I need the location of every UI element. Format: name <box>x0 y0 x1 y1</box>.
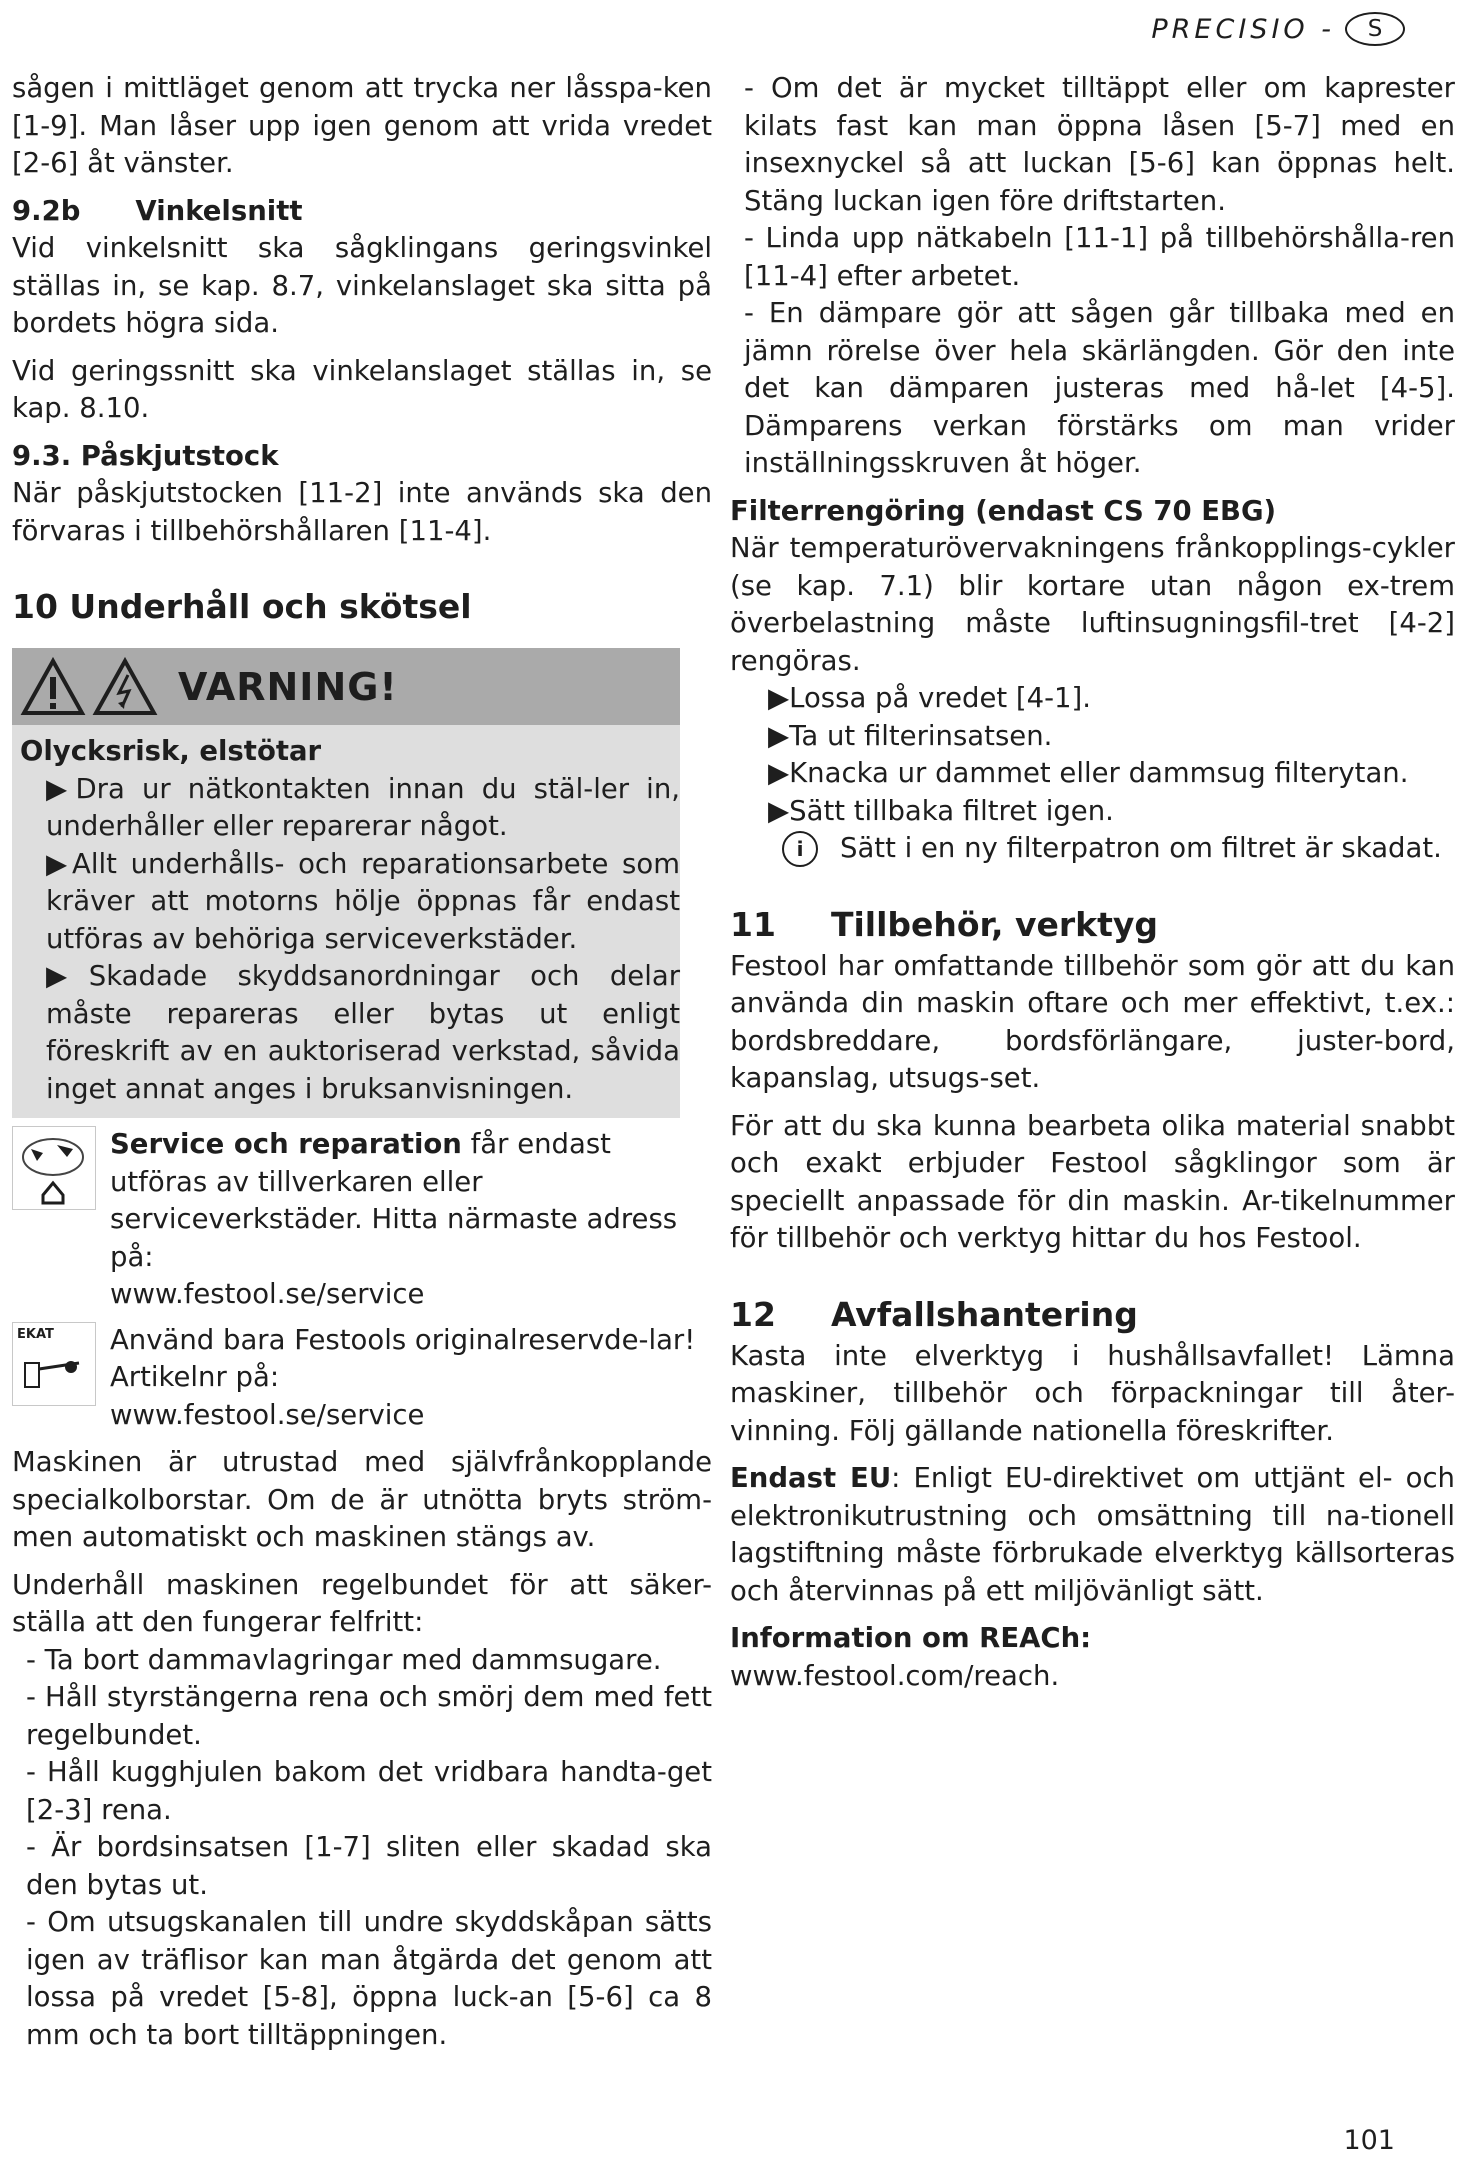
warning-header <box>12 648 680 725</box>
section-number: 11 <box>730 904 776 944</box>
warning-title: VARNING! <box>178 664 398 709</box>
section-title: Avfallshantering <box>830 1294 1138 1334</box>
warning-item: ▶Skadade skyddsanordningar och delar måste repareras eller bytas ut enligt föreskrift av en auktoriserad verkstad, såvida inget annat anges i bruksanvisningen. <box>46 960 680 1105</box>
maintenance-list <box>12 1642 712 2055</box>
eu-paragraph <box>730 1460 1455 1610</box>
section-heading-12 <box>730 1292 1455 1338</box>
list-item: - En dämpare gör att sågen går tillbaka med en jämn rörelse över hela skärlängden. Gör den inte det kan dämparen justeras med hå-let [4-5]. Dämparens verkan förstärks om man vrider inställningsskruven åt höger. <box>744 297 1455 479</box>
step-item: ▶Knacka ur dammet eller dammsug filterytan. <box>768 757 1409 789</box>
paragraph: sågen i mittläget genom att trycka ner låsspa-ken [1-9]. Man låser upp igen genom att vrida vredet [2-6] åt vänster. <box>12 72 712 179</box>
info-icon: i <box>782 831 818 867</box>
brand-name: PRECISIO - <box>1151 13 1335 45</box>
list-item: - Håll styrstängerna rena och smörj dem med fett regelbundet. <box>26 1681 712 1751</box>
warning-item: ▶Allt underhålls- och reparationsarbete som kräver att motorns hölje öppnas får endast utföras av behöriga serviceverkstäder. <box>46 847 680 955</box>
spare-parts-row <box>12 1322 712 1435</box>
list-item: - Håll kugghjulen bakom det vridbara handta-get [2-3] rena. <box>26 1756 712 1826</box>
list-item: - Är bordsinsatsen [1-7] sliten eller skadad ska den bytas ut. <box>26 1831 712 1901</box>
eu-bold: Endast EU <box>730 1462 892 1494</box>
step-item: ▶Lossa på vredet [4-1]. <box>768 682 1092 714</box>
filter-steps <box>730 680 1455 830</box>
warning-item: ▶Dra ur nätkontakten innan du stäl-ler in, underhåller eller reparerar något. <box>46 772 680 842</box>
eu-rest: : Enligt EU-direktivet om uttjänt el- och elektronikutrustning och omsättning till na-tionell lagstiftning måste förbrukade elverktyg källsorteras och återvinnas på ett miljövänligt sätt. <box>730 1462 1455 1607</box>
warning-body <box>12 725 680 1108</box>
service-row <box>12 1126 712 1314</box>
paragraph: Maskinen är utrustad med självfrånkopplande specialkolborstar. Om de är utnötta bryts ström-men automatiskt och maskinen stängs av. <box>12 1446 712 1553</box>
warning-subtitle: Olycksrisk, elstötar <box>20 735 322 767</box>
right-column <box>730 70 1455 1695</box>
electric-shock-icon <box>92 657 158 717</box>
left-column <box>12 70 712 2054</box>
ekat-label: EKAT <box>17 1326 54 1342</box>
section-heading-11 <box>730 902 1455 948</box>
spare-parts-text: Använd bara Festools originalreservde-lar! Artikelnr på: <box>110 1323 696 1393</box>
paragraph: När temperaturövervakningens frånkopplings-cykler (se kap. 7.1) blir kortare utan någon ex-trem överbelastning måste luftinsugningsfil-tret [4-2] rengöras. <box>730 532 1455 677</box>
page-number: 101 <box>1343 2125 1395 2156</box>
spare-parts-icon <box>12 1322 96 1406</box>
service-text <box>110 1126 712 1276</box>
reach-url[interactable]: www.festool.com/reach. <box>730 1659 1060 1692</box>
paragraph: Underhåll maskinen regelbundet för att säker-ställa att den fungerar felfritt: <box>12 1568 712 1638</box>
paragraph: När påskjutstocken [11-2] inte används ska den förvaras i tillbehörshållaren [11-4]. <box>12 477 712 547</box>
maintenance-list-continued <box>730 70 1455 483</box>
filter-heading: Filterrengöring (endast CS 70 EBG) <box>730 494 1277 527</box>
warning-box <box>12 648 680 1118</box>
section-number: 9.2b <box>12 194 81 227</box>
section-title: Tillbehör, verktyg <box>830 904 1159 944</box>
language-badge: S <box>1345 12 1405 46</box>
spare-parts-url[interactable]: www.festool.se/service <box>110 1398 425 1431</box>
section-number: 12 <box>730 1294 776 1334</box>
step-item: ▶Sätt tillbaka filtret igen. <box>768 794 1114 827</box>
paragraph: Vid geringssnitt ska vinkelanslaget ställas in, se kap. 8.10. <box>12 354 712 424</box>
service-bold: Service och reparation <box>110 1128 462 1160</box>
reach-heading: Information om REACh: <box>730 1622 1092 1654</box>
service-globe-icon <box>12 1126 96 1210</box>
list-item: - Om det är mycket tilltäppt eller om kaprester kilats fast kan man öppna låsen [5-7] med en insexnyckel så att luckan [5-6] kan öppnas helt. Stäng luckan igen före driftstarten. <box>744 72 1455 217</box>
service-url[interactable]: www.festool.se/service <box>110 1278 425 1310</box>
warning-triangle-icon <box>20 657 86 717</box>
info-note <box>730 830 1455 868</box>
service-rest: får endast utföras av tillverkaren eller serviceverkstäder. Hitta närmaste adress på: <box>110 1128 678 1273</box>
section-heading-9-3: 9.3. Påskjutstock <box>12 439 279 472</box>
step-item: ▶Ta ut filterinsatsen. <box>768 719 1053 752</box>
section-heading-10: 10 Underhåll och skötsel <box>12 587 472 626</box>
paragraph: Kasta inte elverktyg i hushållsavfallet! Lämna maskiner, tillbehör och förpackningar till åter-vinning. Följ gällande nationella föreskrifter. <box>730 1339 1455 1447</box>
section-heading-9-2b <box>12 193 712 231</box>
list-item: - Om utsugskanalen till undre skyddskåpan sätts igen av träflisor kan man åtgärda det genom att lossa på vredet [5-8], öppna luck-an [5-6] ca 8 mm och ta bort tilltäppningen. <box>26 1906 712 2051</box>
list-item: - Ta bort dammavlagringar med dammsugare. <box>26 1643 662 1676</box>
list-item: - Linda upp nätkabeln [11-1] på tillbehörshålla-ren [11-4] efter arbetet. <box>744 222 1455 292</box>
section-title: Vinkelsnitt <box>135 194 303 227</box>
paragraph: Vid vinkelsnitt ska sågklingans geringsvinkel ställas in, se kap. 8.7, vinkelanslaget ska sitta på bordets högra sida. <box>12 232 712 339</box>
paragraph: För att du ska kunna bearbeta olika material snabbt och exakt erbjuder Festool sågklingor som är speciellt anpassade för din maskin. Ar-tikelnummer för tillbehör och verktyg hittar du hos Festool. <box>730 1109 1455 1254</box>
page-header <box>1151 12 1405 46</box>
note-text: Sätt i en ny filterpatron om filtret är skadat. <box>840 832 1442 864</box>
paragraph: Festool har omfattande tillbehör som gör att du kan använda din maskin oftare och mer effektivt, t.ex.: bordsbreddare, bordsförlängare, juster-bord, kapanslag, utsugs-set. <box>730 949 1455 1094</box>
